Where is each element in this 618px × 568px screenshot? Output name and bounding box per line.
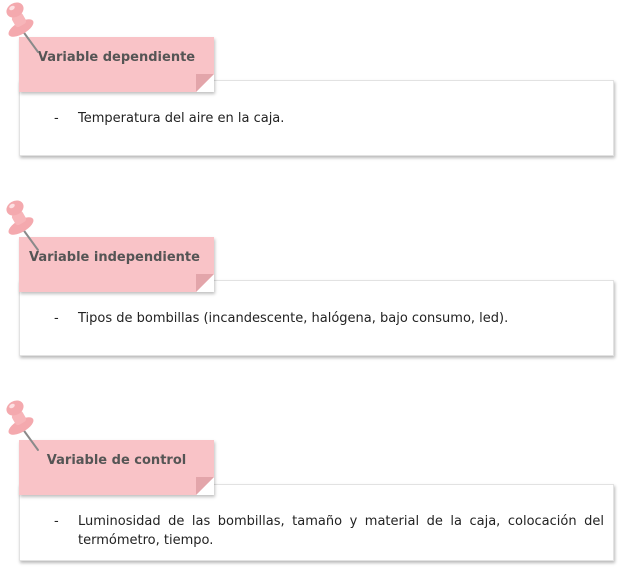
section-variable-de-control — [0, 398, 618, 566]
note-title: Variable dependiente — [37, 50, 196, 65]
list-bullet: - — [54, 514, 59, 529]
note-fold-flap — [196, 477, 214, 495]
sticky-note — [19, 237, 214, 292]
list-bullet: - — [54, 311, 59, 326]
pushpin-icon — [0, 198, 46, 256]
content-card — [19, 484, 614, 561]
sticky-note — [19, 440, 214, 495]
pushpin-icon — [0, 0, 46, 58]
note-fold-flap — [196, 74, 214, 92]
sticky-note — [19, 37, 214, 92]
pushpin-icon — [0, 398, 46, 456]
list-item-text: Tipos de bombillas (incandescente, halógena, bajo consumo, led). — [78, 311, 509, 326]
note-title: Variable independiente — [29, 250, 200, 265]
list-item-text: Temperatura del aire en la caja. — [78, 111, 285, 126]
note-title: Variable de control — [46, 453, 187, 468]
list-item-text: Luminosidad de las bombillas, tamaño y material de la caja, colocación del termómetro, tiempo. — [78, 514, 604, 548]
note-fold-flap — [196, 274, 214, 292]
section-variable-independiente — [0, 198, 618, 360]
list-bullet: - — [54, 111, 59, 126]
section-variable-dependiente — [0, 0, 618, 160]
